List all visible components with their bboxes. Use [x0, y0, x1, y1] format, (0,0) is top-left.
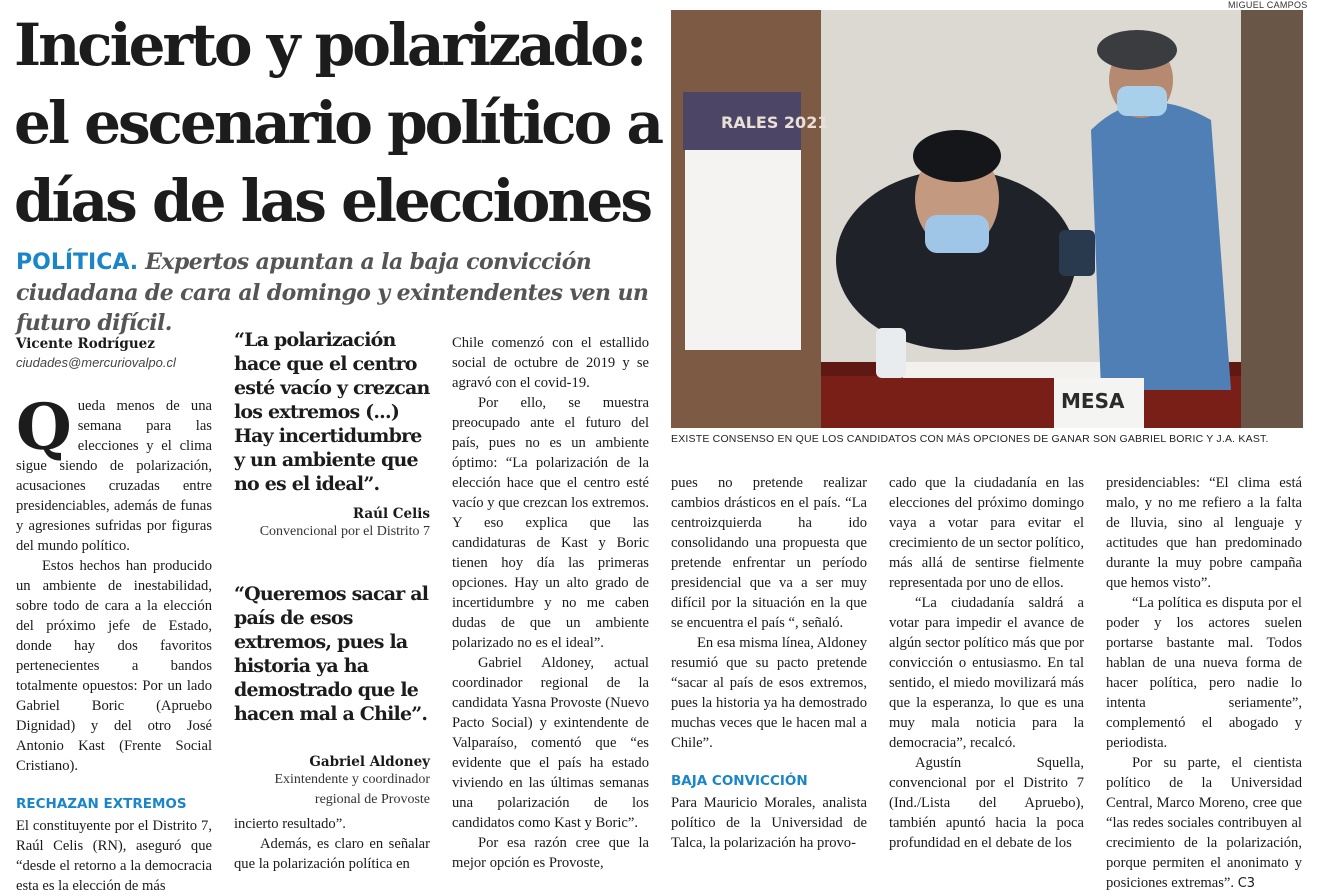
- body-paragraph: pues no pretende realizar cambios drásticos en el país. “La centroizquierda ha ido consolidando una propuesta que pretende enfrentar un período presidencial que va a ser muy difícil por la situación en la que se encuentra el país “, señaló.: [671, 475, 867, 631]
- lead-paragraph: [16, 247, 656, 338]
- body-paragraph: “La política es disputa por el poder y los actores suelen portarse bastante mal. Todos hablan de una nueva forma de hacer política, pero nadie lo intenta seriamente”, complementó el abogado y periodista.: [1106, 595, 1302, 751]
- lead-text: Expertos apuntan a la baja convicción ciudadana de cara al domingo y exintendentes ven un futuro difícil.: [16, 249, 649, 336]
- headline-line: días de las elecciones: [14, 167, 651, 235]
- body-paragraph: Estos hechos han producido un ambiente de inestabilidad, sobre todo de cara a la elección del próximo jefe de Estado, donde hay dos favoritos pertenecientes a bandos totalmente opuestos: Por un lado Gabriel Boric (Apruebo Dignidad) y del otro José Antonio Kast (Frente Social Cristiano).: [16, 558, 212, 774]
- body-paragraph: El constituyente por el Distrito 7, Raúl Celis (RN), aseguró que “desde el retorno a la democracia esta es la elección de más: [16, 818, 212, 894]
- quote-author-role: Convencional por el Distrito 7: [259, 524, 430, 539]
- column-4: [671, 473, 867, 853]
- body-paragraph: Por ello, se muestra preocupado ante el futuro del país, pues no es un ambiente óptimo: “La polarización de la elección hace que el centro esté vacío y que crezcan los extremos. Y eso explica que las candidaturas de Kast y Boric tienen hoy día las primeras opciones. Hay un alto grado de incertidumbre y no me caben dudas de que un ambiente polarizado no es el ideal”.: [452, 395, 649, 651]
- photo-illustration: [671, 10, 1303, 428]
- article-photo: [671, 10, 1303, 428]
- quote-author: Raúl Celis: [352, 506, 430, 522]
- body-paragraph: Por su parte, el cientista político de la Universidad Central, Marco Moreno, cree que “las redes sociales contribuyen al crecimiento de la polarización, porque permiten el anonimato y posiciones extremas”. C3: [1106, 755, 1302, 891]
- photo-credit: MIGUEL CAMPOS: [1228, 0, 1308, 10]
- body-paragraph: Chile comenzó con el estallido social de octubre de 2019 y se agravó con el covid-19.: [452, 335, 649, 391]
- subhead: RECHAZAN EXTREMOS: [16, 796, 187, 812]
- body-paragraph: Además, es claro en señalar que la polarización política en: [234, 836, 430, 872]
- mesa-sign-text: MESA: [1061, 389, 1125, 413]
- banner-text: RALES 2021: [721, 113, 829, 132]
- column-5: [889, 473, 1084, 853]
- byline: [16, 336, 216, 370]
- pull-quote: “Queremos sacar al país de esos extremos, pues la historia ya ha demostrado que le hacen mal a Chile”.: [234, 583, 429, 725]
- body-paragraph: cado que la ciudadanía en las elecciones del próximo domingo vaya a votar para evitar el crecimiento de un sector político, más allá de sentirse fielmente representada por uno de ellos.: [889, 475, 1084, 591]
- photo-caption: EXISTE CONSENSO EN QUE LOS CANDIDATOS CON MÁS OPCIONES DE GANAR SON GABRIEL BORIC Y J.A. KAST.: [671, 433, 1269, 445]
- body-paragraph: presidenciables: “El clima está malo, y no me refiero a la falta de lluvia, sino al lenguaje y actitudes que han predominado durante la muy pobre campaña que hemos visto”.: [1106, 475, 1302, 591]
- column-3: [452, 333, 649, 873]
- pull-quote: “La polarización hace que el centro esté vacío y crezcan los extremos (...) Hay incertidumbre y un ambiente que no es el ideal”.: [234, 329, 430, 495]
- quote-author: Gabriel Aldoney: [309, 754, 430, 770]
- column-1: [16, 390, 212, 896]
- column-6: [1106, 473, 1302, 894]
- column-2: [234, 328, 430, 810]
- headline-line: el escenario político a: [14, 89, 662, 157]
- subhead: BAJA CONVICCIÓN: [671, 773, 808, 789]
- body-paragraph: Agustín Squella, convencional por el Distrito 7 (Ind./Lista del Apruebo), también apuntó hacia la poca profundidad en el debate de los: [889, 755, 1084, 851]
- dropcap: Q: [16, 390, 72, 465]
- body-paragraph: Para Mauricio Morales, analista político de la Universidad de Talca, la polarización ha provo-: [671, 795, 867, 851]
- end-mark-icon: C3: [1237, 876, 1256, 891]
- body-paragraph: Por esa razón cree que la mejor opción es Provoste,: [452, 835, 649, 871]
- author-name: Vicente Rodríguez: [16, 336, 155, 352]
- section-kicker: POLÍTICA.: [16, 250, 139, 275]
- headline: [14, 6, 662, 240]
- quote-author-role: Exintendente y coordinador regional de Provoste: [274, 772, 430, 807]
- body-paragraph: “La ciudadanía saldrá a votar para impedir el avance de algún sector político más que por convicción o entusiasmo. En tal sentido, el miedo movilizará más que la esperanza, lo que es una muy mala noticia para la democracia”, recalcó.: [889, 595, 1084, 751]
- column-2-body: [234, 814, 430, 874]
- body-paragraph: Gabriel Aldoney, actual coordinador regional de la candidata Yasna Provoste (Nuevo Pacto Social) y exintendente de Valparaíso, comentó que “es evidente que el país ha estado viviendo en las últimas semanas una polarización de los candidatos como Kast y Boric”.: [452, 655, 649, 831]
- author-email[interactable]: ciudades@mercuriovalpo.cl: [16, 355, 176, 370]
- body-paragraph: Queda menos de una semana para las elecciones y el clima sigue siendo de polarización, acusaciones cruzadas entre presidenciables, además de funas y agresiones sufridas por figuras del mundo político.: [16, 390, 212, 554]
- body-paragraph: En esa misma línea, Aldoney resumió que su pacto pretende “sacar al país de esos extremos, pues la historia ya ha demostrado muchas veces que le hacen mal a Chile”.: [671, 635, 867, 751]
- body-paragraph: incierto resultado”.: [234, 816, 346, 832]
- headline-line: Incierto y polarizado:: [14, 11, 645, 79]
